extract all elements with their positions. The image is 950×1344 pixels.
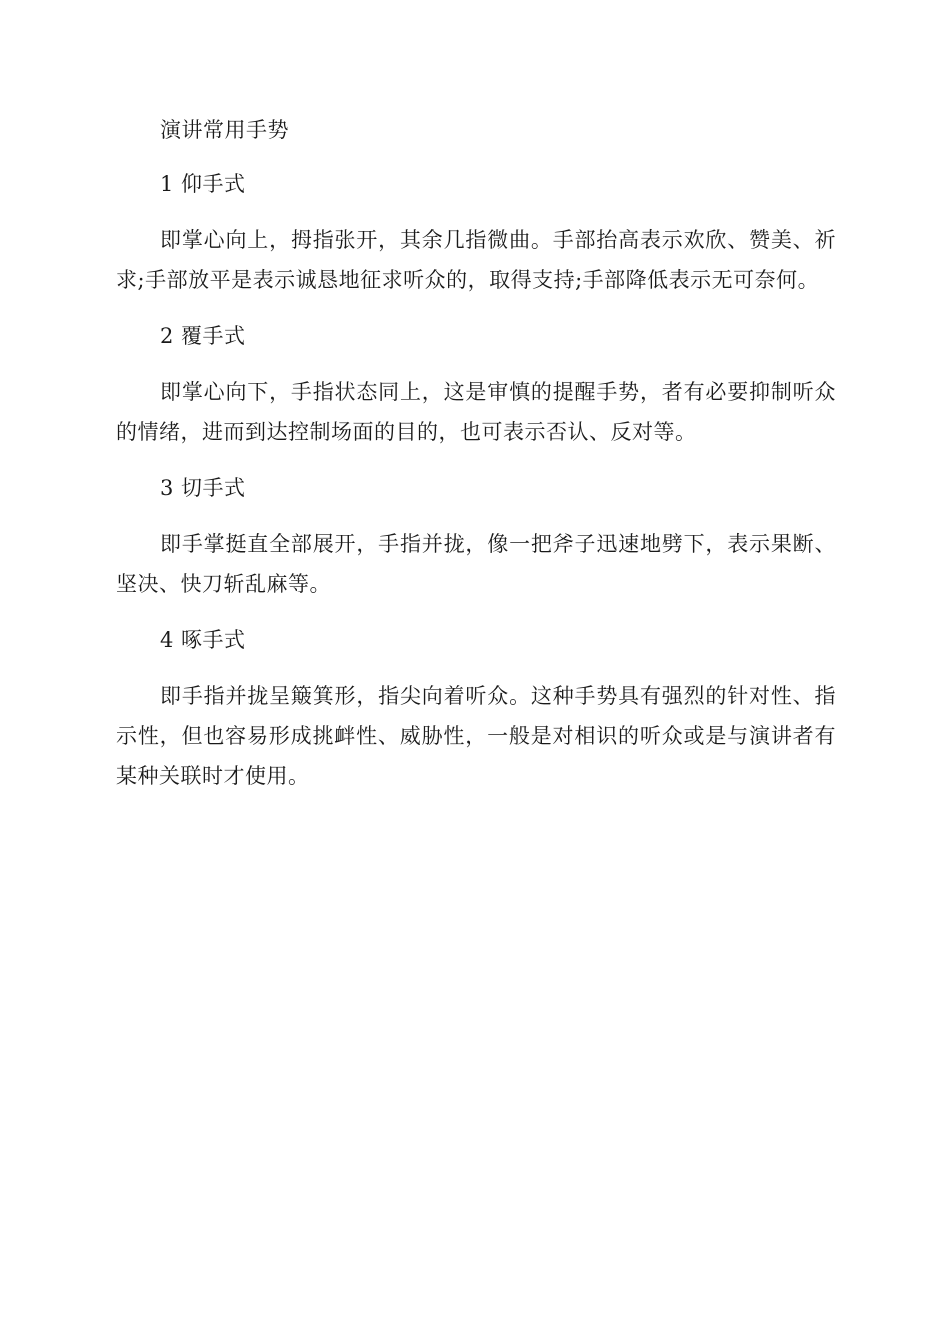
- section-heading-1: 1 仰手式: [160, 172, 246, 196]
- section-paragraph-3: 即手掌挺直全部展开，手指并拢，像一把斧子迅速地劈下，表示果断、坚决、快刀斩乱麻等。: [116, 532, 836, 596]
- section-heading-3: 3 切手式: [160, 476, 246, 500]
- section-paragraph-4: 即手指并拢呈簸箕形，指尖向着听众。这种手势具有强烈的针对性、指示性，但也容易形成挑衅性、威胁性，一般是对相识的听众或是与演讲者有某种关联时才使用。: [116, 684, 836, 788]
- section-paragraph-2: 即掌心向下，手指状态同上，这是审慎的提醒手势，者有必要抑制听众的情绪，进而到达控制场面的目的，也可表示否认、反对等。: [116, 380, 836, 444]
- document-title: 演讲常用手势: [160, 118, 289, 142]
- section-heading-4: 4 啄手式: [160, 628, 246, 652]
- section-heading-2: 2 覆手式: [160, 324, 246, 348]
- document-body: [116, 112, 836, 814]
- section-paragraph-1: 即掌心向上，拇指张开，其余几指微曲。手部抬高表示欢欣、赞美、祈求;手部放平是表示诚恳地征求听众的，取得支持;手部降低表示无可奈何。: [116, 228, 836, 292]
